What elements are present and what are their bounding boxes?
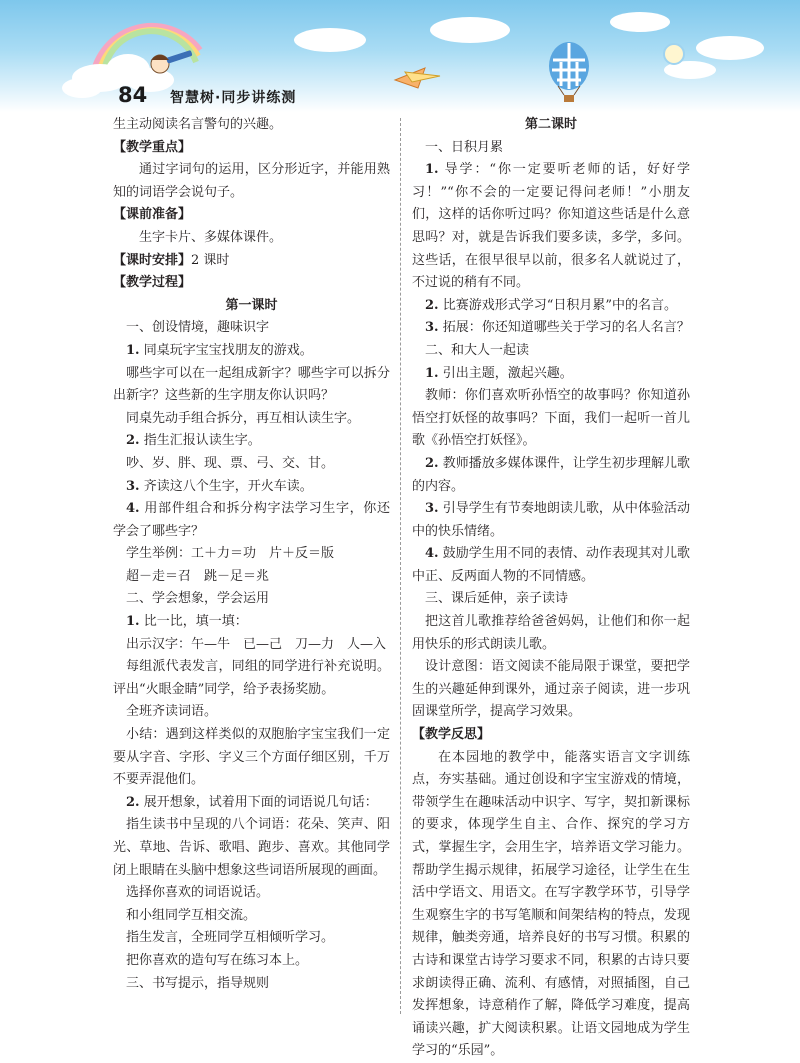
step-number: 1. (126, 342, 140, 358)
kite-icon (395, 68, 440, 88)
r-step-1-3 (412, 317, 690, 340)
step-number: 3. (425, 320, 439, 336)
read-all: 全班齐读词语。 (126, 704, 218, 720)
r-step-2-1 (412, 363, 690, 386)
lesson1-title: 第一课时 (225, 297, 278, 313)
lesson2-title: 第二课时 (524, 117, 577, 132)
desk-activity: 同桌先动手组合拆分，再互相认读生字。 (126, 410, 361, 426)
section1-title: 一、创设情境，趣味识字 (126, 320, 270, 336)
schedule-line (113, 250, 390, 273)
present-listen: 指生发言，全班同学互相倾听学习。 (126, 930, 335, 946)
step-number: 2. (425, 455, 439, 471)
r-step-2-4 (412, 543, 690, 588)
r-step-1-1 (412, 159, 690, 295)
prep-heading: 【课前准备】 (113, 207, 192, 223)
step-text: 比赛游戏形式学习“日积月累”中的名言。 (442, 297, 678, 313)
design-intent: 设计意图：语文阅读不能局限于课堂，要把学生的兴趣延伸到课外，通过亲子阅读，进一步巩固课堂所学，提高学习效果。 (412, 659, 690, 720)
step-number: 1. (425, 365, 439, 381)
step-number: 1. (425, 162, 439, 178)
step-1-4 (113, 498, 390, 543)
step-text: 比一比，填一填： (143, 614, 248, 630)
choose-words: 选择你喜欢的词语说话。 (126, 885, 270, 901)
step-text: 引出主题，激起兴趣。 (442, 365, 573, 381)
teacher-prompt: 教师：你们喜欢听孙悟空的故事吗？你知道孙悟空打妖怪的故事吗？下面，我们一起听一首儿歌《孙悟空打妖怪》。 (412, 388, 690, 449)
page-number: 84 (118, 83, 148, 107)
step-number: 1. (126, 614, 140, 630)
step-2-2 (113, 792, 390, 815)
character-pairs: 出示汉字：午—牛 已—己 刀—力 人—入 (126, 636, 387, 652)
step-number: 2. (425, 297, 439, 313)
group-presentation: 每组派代表发言，同组的同学进行补充说明。评出“火眼金睛”同学，给予表扬奖励。 (113, 659, 390, 697)
step-1-3 (113, 476, 390, 499)
r-section2-title: 二、和大人一起读 (425, 342, 530, 358)
reflection-text: 在本园地的教学中，能落实语言文字训练点，夯实基础。通过创设和字宝宝游戏的情境，带领学生在趣味活动中识字、写字，契扣新课标的要求，体现学生自主、合作、探究的学习方式，掌握生字，会用生字，培养语文学习能力。帮助学生揭示规律，拓展学习途径，让学生在生活中学语文、用语文。在写字教学环节，引导学生观察生字的书写笔顺和间架结构的特点，发现规律，触类旁通，培养良好的书写习惯。积累的古诗和课堂古诗学习要求不同，积累的古诗只要求朗读得正确、流利、有感情，对照插图，自己发挥想象，诗意稍作了解，降低学习难度，提高诵读兴趣，扩大阅读积累。让语文园地成为学生学习的“乐园”。 (412, 749, 690, 1059)
step-number: 3. (126, 478, 140, 494)
r-step-1-2 (412, 295, 690, 318)
write-sentence: 把你喜欢的造句写在练习本上。 (126, 952, 309, 968)
example-line-1: 学生举例：工＋力＝功 片＋反＝版 (126, 546, 335, 562)
right-column (412, 114, 690, 1063)
process-heading: 【教学过程】 (113, 275, 192, 291)
step-text: 教师播放多媒体课件，让学生初步理解儿歌的内容。 (412, 455, 690, 494)
cloud-icon (294, 12, 764, 79)
section2-title: 二、学会想象，学会运用 (126, 591, 270, 607)
r-step-2-2 (412, 453, 690, 498)
group-exchange: 和小组同学互相交流。 (126, 907, 257, 923)
section3-title: 三、书写提示，指导规则 (126, 975, 270, 991)
step-number: 4. (126, 501, 140, 517)
summary-text: 小结：遇到这样类似的双胞胎字宝宝我们一定要从字音、字形、字义三个方面仔细区别，千万不要弄混他们。 (113, 727, 390, 788)
step-text: 同桌玩字宝宝找朋友的游戏。 (143, 342, 313, 358)
example-line-2: 超－走＝召 跳－足＝兆 (126, 568, 270, 584)
step-1-1 (113, 340, 390, 363)
key-points-heading: 【教学重点】 (113, 139, 192, 155)
step-text: 指生汇报认读生字。 (143, 433, 261, 449)
step-2-1 (113, 611, 390, 634)
step-text: 齐读这八个生字，开火车读。 (143, 478, 313, 494)
series-title: 智慧树·同步讲练测 (170, 90, 297, 106)
sun-icon (664, 44, 684, 64)
column-divider (400, 118, 401, 1014)
page-header (0, 0, 800, 112)
step-text: 鼓励学生用不同的表情、动作表现其对儿歌中正、反两面人物的不同情感。 (412, 546, 690, 584)
new-characters: 吵、岁、胖、现、票、弓、交、甘。 (126, 455, 335, 471)
step-number: 2. (126, 433, 140, 449)
step-text: 导学：“你一定要听老师的话，好好学习！”“你不会的一定要记得问老师！”小朋友们，这样的话你听过吗？你知道这些话是什么意思吗？对，就是告诉我们要多读，多学，多问。这些话，在很早很早以前，很多名人就说过了，不过说的稍有不同。 (412, 162, 690, 291)
key-points-text: 通过字词句的运用，区分形近字，并能用熟知的词语学会说句子。 (113, 162, 390, 200)
step-number: 3. (425, 501, 439, 517)
reflection-heading: 【教学反思】 (412, 727, 491, 743)
step-text: 引导学生有节奏地朗读儿歌，从中体验活动中的快乐情绪。 (412, 501, 690, 539)
step-text: 拓展：你还知道哪些关于学习的名人名言？ (442, 320, 690, 336)
left-column (113, 114, 390, 995)
prep-text: 生字卡片、多媒体课件。 (139, 229, 283, 245)
schedule-heading: 【课时安排】 (113, 252, 192, 268)
recommend-text: 把这首儿歌推荐给爸爸妈妈，让他们和你一起用快乐的形式朗读儿歌。 (412, 614, 690, 652)
r-section1-title: 一、日积月累 (425, 139, 504, 155)
hot-air-balloon-icon (549, 42, 589, 102)
step-number: 4. (425, 546, 439, 562)
step-text: 展开想象，试着用下面的词语说几句话： (143, 794, 378, 810)
r-step-2-3 (412, 498, 690, 543)
word-list: 指生读书中呈现的八个词语：花朵、笑声、阳光、草地、告诉、歌唱、跑步、喜欢。其他同学闭上眼睛在头脑中想象这些词语所展现的画面。 (113, 817, 390, 878)
child-telescope-icon (151, 50, 193, 73)
step-1-2 (113, 430, 390, 453)
step-number: 2. (126, 794, 140, 810)
schedule-text: 2 课时 (191, 252, 230, 268)
r-section3-title: 三、课后延伸，亲子读诗 (425, 591, 569, 607)
intro-tail: 生主动阅读名言警句的兴趣。 (113, 117, 283, 132)
step-text: 用部件组合和拆分构字法学习生字，你还学会了哪些字？ (113, 501, 390, 539)
question-text: 哪些字可以在一起组成新字？哪些字可以拆分出新字？这些新的生字朋友你认识吗？ (113, 365, 390, 404)
